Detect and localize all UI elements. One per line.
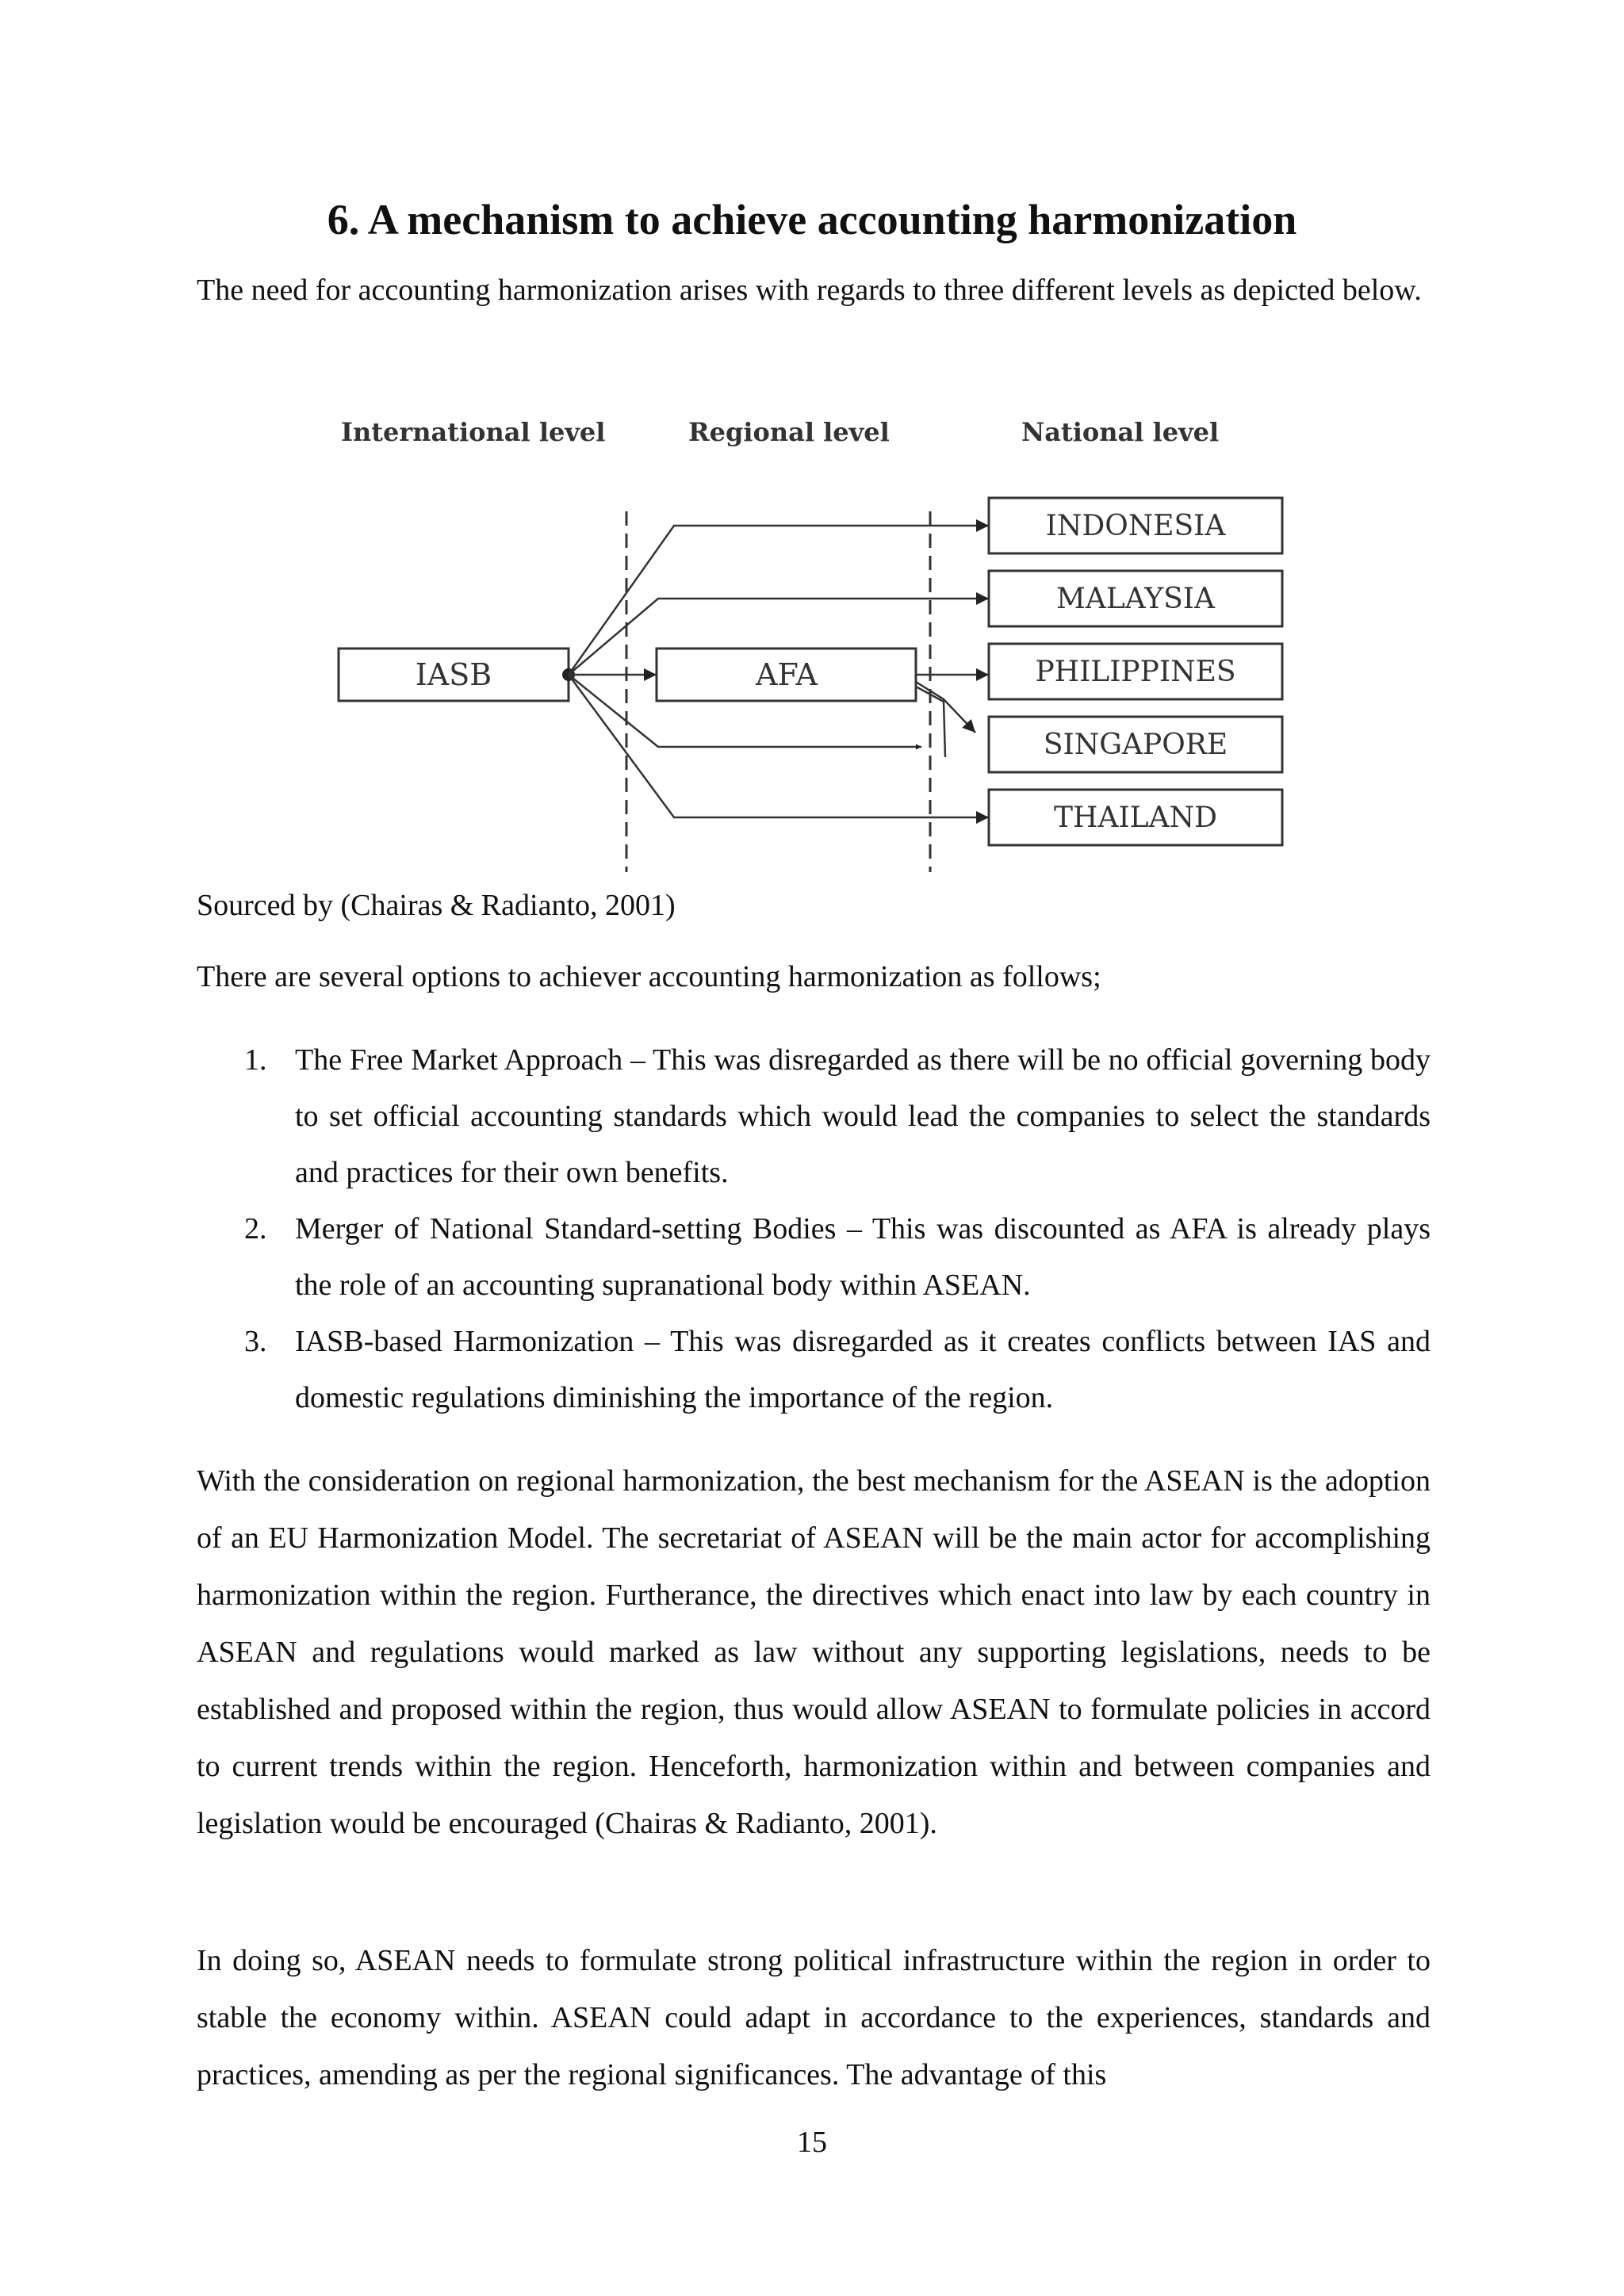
afa-box [657,649,916,701]
option-text: Merger of National Standard-setting Bodies – This was discounted as AFA is already plays the role of an accounting supranational body within ASEAN. [295,1212,1431,1302]
option-text: The Free Market Approach – This was disregarded as there will be no official governing body to set official accounting standards which would lead the companies to select the standards and practices for their own benefits. [295,1043,1431,1189]
country-philippines: PHILIPPINES [1035,656,1236,688]
diagram-source-caption: Sourced by (Chairas & Radianto, 2001) [197,889,676,922]
iasb-box [339,649,569,701]
political-infrastructure-paragraph: In doing so, ASEAN needs to formulate strong political infrastructure within the region in order to stable the economy within. ASEAN could adapt in accordance to the experiences, standards and practices, amending as per the regional significances. The advantage of this [197,1944,1431,2091]
harmonization-diagram [317,412,1308,880]
country-singapore: SINGAPORE [1043,729,1228,761]
page-title: 6. A mechanism to achieve accounting harmonization [327,196,1297,243]
country-thailand: THAILAND [1054,802,1217,834]
option-text: IASB-based Harmonization – This was disregarded as it creates conflicts between IAS and domestic regulations diminishing the importance of the region. [295,1325,1431,1414]
option-number: 2. [244,1212,267,1246]
intro-paragraph: The need for accounting harmonization arises with regards to three different levels as depicted below. [197,274,1422,307]
options-intro: There are several options to achiever accounting harmonization as follows; [197,960,1101,993]
option-number: 1. [244,1043,267,1077]
option-item-1 [197,1032,1431,1201]
page-number: 15 [797,2126,827,2159]
label-national-level: National level [1021,417,1220,447]
label-international-level: International level [341,417,606,447]
country-malaysia: MALAYSIA [1056,583,1215,615]
option-item-2 [197,1201,1431,1314]
country-boxes [989,498,1282,845]
afa-label: AFA [756,657,818,692]
country-indonesia: INDONESIA [1045,510,1226,542]
label-regional-level: Regional level [688,417,890,447]
iasb-label: IASB [415,657,492,692]
eu-model-paragraph: With the consideration on regional harmonization, the best mechanism for the ASEAN is the adoption of an EU Harmonization Model. The secretariat of ASEAN will be the main actor for accomplishing harmonization within the region. Furtherance, the directives which enact into law by each country in ASEAN and regulations would marked as law without any supporting legislations, needs to be established and proposed within the region, thus would allow ASEAN to formulate policies in accord to current trends within the region. Henceforth, harmonization within and between companies and legislation would be encouraged (Chairas & Radianto, 2001). [197,1464,1431,1840]
option-item-3 [197,1314,1431,1426]
arrow-afa-singapore [916,682,975,733]
options-list [197,1032,1431,1426]
option-number: 3. [244,1325,267,1358]
